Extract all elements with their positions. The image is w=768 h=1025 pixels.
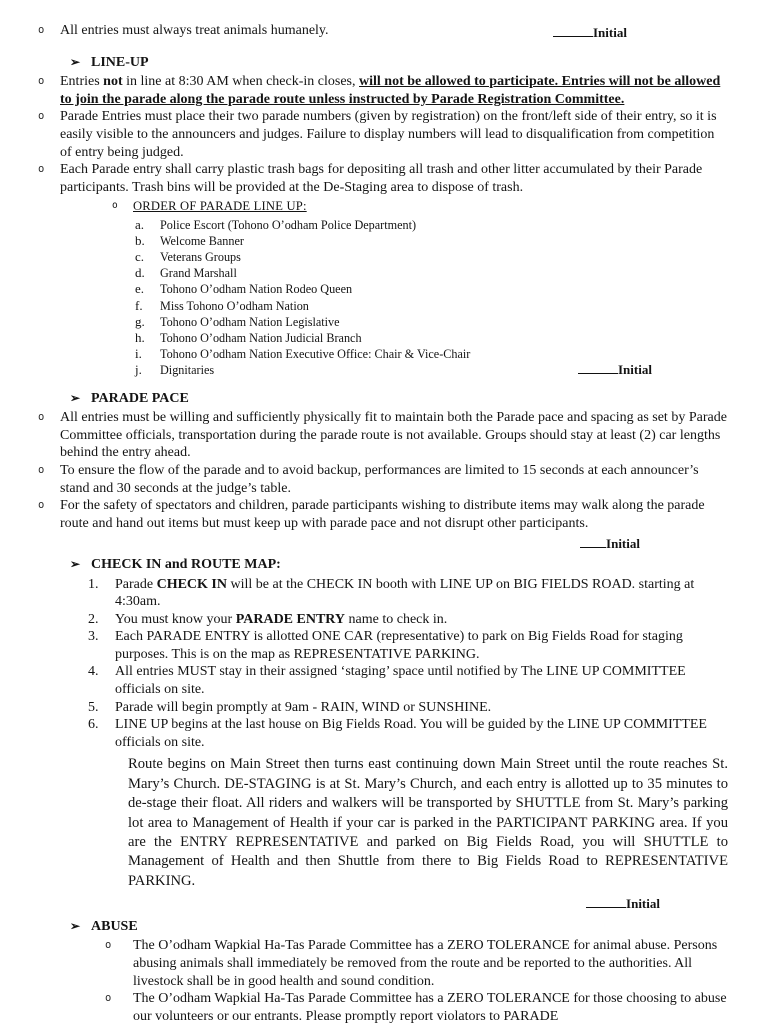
section-heading-parade-pace (38, 390, 728, 408)
circle-bullet-icon: o (38, 411, 45, 424)
route-paragraph: Route begins on Main Street then turns east continuing down Main Street until the route reaches St. Mary’s Church. DE-STAGING is at St. Mary’s Church, and each entry is allotted up to 35 minutes to de-stage their float. All riders and walkers will be transported by SHUTTLE from St. Mary’s parking lot area to Management of Health if your car is parked in the PARTICIPANT PARKING area. If you are the ENTRY REPRESENTATIVE and parked on Big Fields Road, you will SHUTTLE to Management of Health and then Shuttle from there to Big Fields Road to REPRESENTATIVE PARKING. (128, 756, 728, 889)
list-letter: b. (135, 232, 145, 248)
bold-underline-segment: will not be allowed to participate. Entries will not be allowed to join the parade along the parade route unless instructed by Parade Registration Committee. (60, 74, 721, 107)
order-item-text: Tohono O’odham Nation Judicial Branch (160, 330, 362, 345)
abuse-bullet-1-text: The O’odham Wapkial Ha-Tas Parade Committee has a ZERO TOLERANCE for animal abuse. Persons abusing animals shall immediately be removed from the route and be reported to the authorities. All livestock shall be in good health and sound condition. (133, 938, 718, 989)
initial-blank-line[interactable] (553, 32, 593, 37)
text-segment: You must know your (115, 611, 236, 627)
checkin-item-6-text: LINE UP begins at the last house on Big Fields Road. You will be guided by the LINE UP COMMITTEE officials on site. (115, 717, 707, 750)
initial-label: Initial (593, 25, 627, 40)
circle-bullet-icon: o (38, 24, 45, 36)
pace-bullet-1 (38, 409, 728, 462)
initial-blank-line[interactable] (586, 903, 626, 908)
list-number: 1. (88, 576, 99, 592)
initial-label: Initial (606, 536, 640, 552)
initial-field-humane (553, 22, 728, 43)
checkin-item-5 (38, 699, 728, 717)
list-number: 5. (88, 699, 99, 715)
circle-bullet-icon: o (38, 110, 45, 123)
list-letter: e. (135, 281, 145, 297)
circle-bullet-icon: o (105, 939, 112, 952)
circle-bullet-icon: o (38, 463, 45, 476)
checkin-item-5-text: Parade will begin promptly at 9am - RAIN, WIND or SUNSHINE. (115, 699, 492, 715)
checkin-item-3-text: Each PARADE ENTRY is allotted ONE CAR (representative) to park on Big Fields Road for staging purposes. This is on the map as REPRESENTATIVE PARKING. (115, 629, 683, 662)
lineup-bullet-3-text: Each Parade entry shall carry plastic trash bags for depositing all trash and other litter accumulated by their Parade participants. Trash bins will be provided at the De-Staging area to dispose of trash. (60, 162, 703, 195)
order-item-text: Tohono O’odham Nation Rodeo Queen (160, 282, 353, 297)
arrow-bullet-icon: ➢ (70, 54, 81, 69)
bold-segment: CHECK IN (156, 576, 227, 592)
initial-blank-line[interactable] (578, 369, 618, 374)
circle-bullet-icon: o (38, 499, 45, 512)
parade-pace-heading-text: PARADE PACE (91, 390, 189, 406)
list-letter: f. (135, 297, 143, 313)
text-segment: Entries (60, 74, 104, 90)
order-item-text: Miss Tohono O’odham Nation (160, 298, 309, 313)
order-item-text: Welcome Banner (160, 233, 244, 248)
initial-field-pace (38, 535, 728, 554)
initial-label: Initial (618, 362, 652, 378)
humane-bullet-row (38, 22, 728, 43)
list-letter: i. (135, 346, 142, 362)
order-item-text: Tohono O’odham Nation Executive Office: Chair & Vice-Chair (160, 347, 471, 362)
checkin-heading-text: CHECK IN and ROUTE MAP: (91, 556, 281, 572)
initial-field-lineup (578, 362, 728, 378)
list-number: 3. (88, 629, 99, 645)
arrow-bullet-icon: ➢ (70, 918, 81, 933)
order-item-text: Police Escort (Tohono O’odham Police Department) (160, 217, 417, 232)
section-heading-checkin (38, 556, 728, 574)
circle-bullet-icon: o (112, 200, 118, 212)
list-number: 2. (88, 611, 99, 627)
order-item-text: Dignitaries (160, 363, 215, 378)
order-item-text: Tohono O’odham Nation Legislative (160, 314, 340, 329)
checkin-item-2-text (115, 611, 728, 629)
abuse-bullet-1 (38, 937, 728, 990)
initial-blank-line[interactable] (580, 543, 606, 548)
lineup-bullet-2 (38, 108, 728, 161)
order-list-item (38, 217, 728, 233)
pace-bullet-3 (38, 497, 728, 532)
order-list-item-j (38, 362, 728, 378)
circle-bullet-icon: o (38, 75, 45, 88)
pace-bullet-2 (38, 462, 728, 497)
list-letter: a. (135, 216, 145, 232)
order-of-parade-heading-row (38, 198, 728, 214)
order-list-item (38, 265, 728, 281)
circle-bullet-icon: o (105, 992, 112, 1005)
order-list-item (38, 233, 728, 249)
text-segment: in line at 8:30 AM when check-in closes, (122, 74, 360, 90)
checkin-item-4 (38, 663, 728, 698)
initial-label: Initial (626, 896, 660, 912)
checkin-item-4-text: All entries MUST stay in their assigned ‘staging’ space until notified by The LINE UP COMMITTEE officials on site. (115, 664, 686, 698)
bold-segment: not (103, 74, 123, 90)
order-list-item (38, 346, 728, 362)
order-item-text: Grand Marshall (160, 266, 237, 281)
text-segment: will be at the CHECK IN booth with LINE UP on BIG FIELDS ROAD. starting at 4:30am. (115, 576, 695, 610)
section-heading-abuse (38, 918, 728, 936)
arrow-bullet-icon: ➢ (70, 390, 81, 405)
list-letter: g. (135, 313, 145, 329)
checkin-item-2 (38, 611, 728, 629)
list-number: 6. (88, 717, 99, 733)
lineup-bullet-1 (38, 73, 728, 108)
order-list-item (38, 298, 728, 314)
arrow-bullet-icon: ➢ (70, 556, 81, 571)
bold-segment: PARADE ENTRY (235, 611, 346, 627)
list-letter: j. (135, 362, 142, 378)
pace-bullet-1-text: All entries must be willing and sufficiently physically fit to maintain both the Parade pace and spacing as set by Parade Committee officials, transportation during the parade route is not available. Groups should stay at least (2) car lengths behind the entry ahead. (60, 410, 727, 461)
pace-bullet-3-text: For the safety of spectators and children, parade participants wishing to distribute items may walk along the parade route and hand out items but must keep up with parade pace and not disrupt other participants. (60, 498, 705, 531)
list-letter: c. (135, 248, 145, 264)
order-of-parade-heading: ORDER OF PARADE LINE UP: (133, 199, 307, 214)
circle-bullet-icon: o (38, 163, 45, 176)
humane-bullet-text: All entries must always treat animals humanely. (60, 23, 329, 38)
order-list-item (38, 281, 728, 297)
list-number: 4. (88, 664, 99, 680)
checkin-item-1 (38, 576, 728, 611)
checkin-item-3 (38, 628, 728, 663)
checkin-item-1-text (115, 576, 728, 611)
section-heading-lineup (38, 54, 728, 72)
list-letter: d. (135, 265, 145, 281)
order-item-text: Veterans Groups (160, 249, 241, 264)
text-segment: name to check in. (345, 611, 448, 627)
checkin-item-6 (38, 716, 728, 751)
order-list-item (38, 330, 728, 346)
abuse-heading-text: ABUSE (91, 918, 138, 934)
pace-bullet-2-text: To ensure the flow of the parade and to avoid backup, performances are limited to 15 seconds at each announcer’s stand and 30 seconds at the judge’s table. (60, 462, 699, 496)
abuse-bullet-2 (38, 990, 728, 1025)
initial-field-route (38, 895, 728, 914)
lineup-bullet-1-text (60, 73, 728, 108)
lineup-heading-text: LINE-UP (91, 54, 149, 70)
list-letter: h. (135, 329, 145, 345)
order-list-item (38, 249, 728, 265)
abuse-bullet-2-text: The O’odham Wapkial Ha-Tas Parade Committee has a ZERO TOLERANCE for those choosing to abuse our volunteers or our entrants. Please promptly report violators to PARADE (133, 991, 727, 1024)
lineup-bullet-2-text: Parade Entries must place their two parade numbers (given by registration) on the front/left side of their entry, so it is easily visible to the announcers and judges. Failure to display numbers will lead to disqualification from competition of entry being judged. (60, 109, 717, 160)
lineup-bullet-3 (38, 161, 728, 196)
text-segment: Parade (115, 576, 157, 592)
order-list-item (38, 314, 728, 330)
